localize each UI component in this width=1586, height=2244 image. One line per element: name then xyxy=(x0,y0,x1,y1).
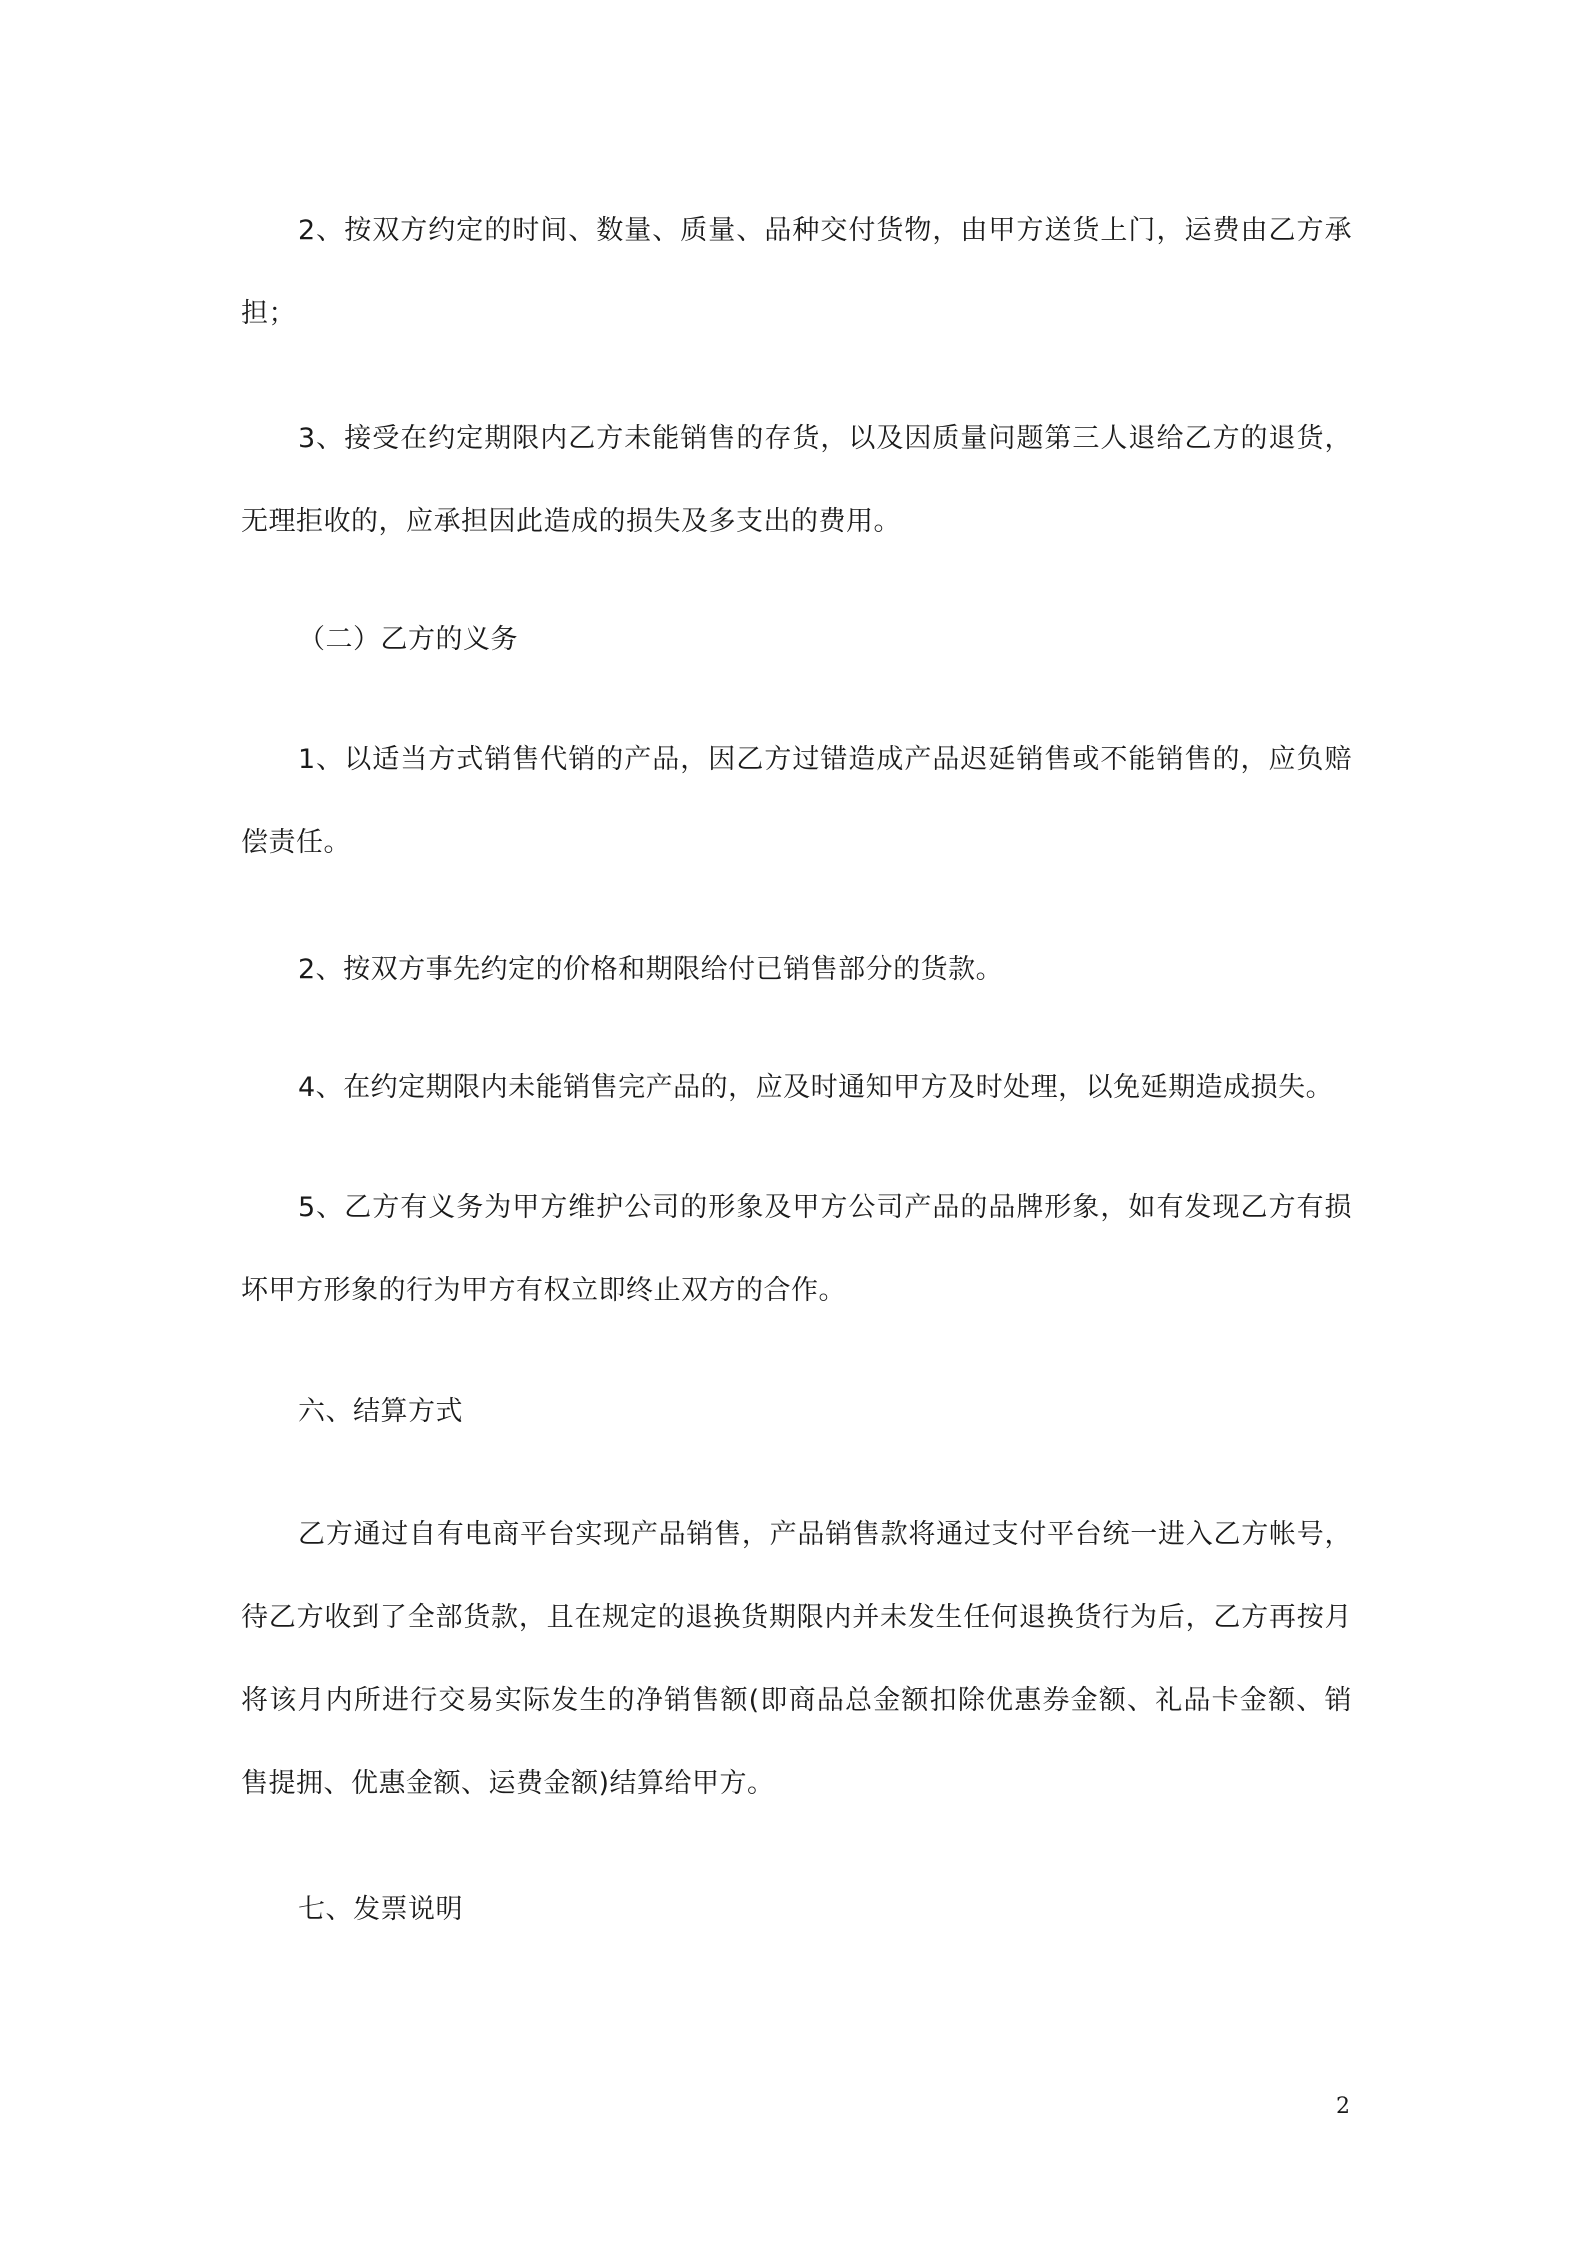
paragraph-line: 售提拥、优惠金额、运费金额)结算给甲方。 xyxy=(241,1768,775,1799)
paragraph-line: 无理拒收的，应承担因此造成的损失及多支出的费用。 xyxy=(241,506,901,537)
paragraph-line: 2、按双方约定的时间、数量、质量、品种交付货物，由甲方送货上门，运费由乙方承 xyxy=(298,215,1352,246)
section-heading: 六、结算方式 xyxy=(298,1396,463,1427)
paragraph-line: 3、接受在约定期限内乙方未能销售的存货，以及因质量问题第三人退给乙方的退货， xyxy=(298,423,1352,454)
paragraph-line: 坏甲方形象的行为甲方有权立即终止双方的合作。 xyxy=(241,1275,846,1306)
section-heading: （二）乙方的义务 xyxy=(298,624,518,655)
paragraph-line: 担； xyxy=(241,298,296,329)
paragraph-line: 将该月内所进行交易实际发生的净销售额(即商品总金额扣除优惠券金额、礼品卡金额、销 xyxy=(241,1685,1352,1716)
page-number: 2 xyxy=(1336,2094,1350,2119)
paragraph-line: 乙方通过自有电商平台实现产品销售，产品销售款将通过支付平台统一进入乙方帐号， xyxy=(298,1519,1352,1550)
section-heading: 七、发票说明 xyxy=(298,1894,463,1925)
paragraph-line: 偿责任。 xyxy=(241,827,351,858)
paragraph-line: 1、以适当方式销售代销的产品，因乙方过错造成产品迟延销售或不能销售的，应负赔 xyxy=(298,744,1352,775)
paragraph-line: 2、按双方事先约定的价格和期限给付已销售部分的货款。 xyxy=(298,954,1004,985)
paragraph-line: 待乙方收到了全部货款，且在规定的退换货期限内并未发生任何退换货行为后，乙方再按月 xyxy=(241,1602,1352,1633)
paragraph-line: 4、在约定期限内未能销售完产品的，应及时通知甲方及时处理，以免延期造成损失。 xyxy=(298,1072,1334,1103)
paragraph-line: 5、乙方有义务为甲方维护公司的形象及甲方公司产品的品牌形象，如有发现乙方有损 xyxy=(298,1192,1352,1223)
